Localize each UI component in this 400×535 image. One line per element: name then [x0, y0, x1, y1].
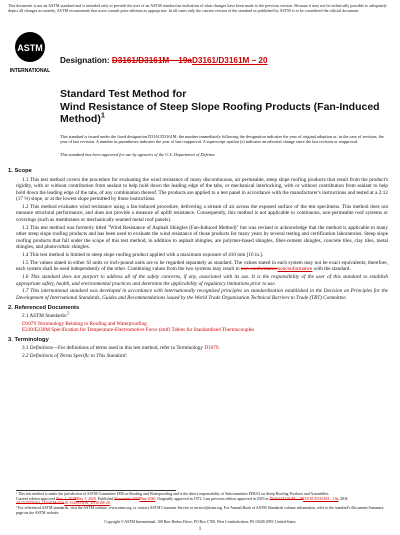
paragraph-2-1-text: 2.1 ASTM Standards: [22, 313, 68, 320]
title-line-2: Wind Resistance of Steep Slope Roofing Products (Fan-Induced Method) [60, 100, 380, 125]
paragraph-2-1 [16, 313, 388, 320]
doi-label: . DOI: [338, 496, 349, 501]
inserted-word: nonconformance [277, 266, 313, 273]
document-title [60, 88, 390, 126]
footnote-2: ² For referenced ASTM standards, visit the ASTM website, www.astm.org, or contact ASTM Customer Service at service@astm.org. For Annual Book of ASTM Standards volume information, refer to the standard's Document Summary page on the ASTM website. [16, 506, 384, 515]
inserted-date: May 1, 2020 [76, 496, 96, 501]
approved-note: This standard has been approved for use by agencies of the U.S. Department of Defense. [60, 152, 216, 157]
title-footnote-mark: 1 [100, 110, 105, 120]
footnote-mark-2: 2 [67, 311, 69, 316]
paragraph-3-1-num: 3.1 [22, 345, 30, 352]
redline-notice: This document is not an ASTM standard and is intended only to provide the user of an ASTM standard an indication of what changes have been made to the previous version. Because it may not be technically possible to adequately depict all changes accurately, ASTM recommends that users consult prior editions as appropriate. In all cases only the current version of the standard as published by ASTM is to be considered the official document. [8, 3, 387, 13]
paragraph-3-2: 3.2 Definitions of Terms Specific to This Standard: [22, 353, 128, 360]
previous-edition-text: . Originally approved in 1972. Last previous edition approved in 2019 as [155, 496, 270, 501]
page-number: 1 [198, 527, 202, 532]
edition-text: Current edition approved [16, 496, 57, 501]
footnotes [16, 492, 388, 516]
paragraph-1-7: 1.7 This international standard was developed in accordance with internationally recognized principles on standardization established in the Decision on Principles for the Development of International Standards, Guides and Recommendations issued by the World Trade Organization Technical Barriers to Trade (TBT) Committee. [16, 288, 388, 301]
astm-logo-icon [10, 30, 50, 76]
published-text: . Published [95, 496, 115, 501]
paragraph-1-5-end: with the standard. [312, 266, 351, 273]
paragraph-3-1-term: Definitions [29, 345, 53, 352]
designation-new: D3161/D3161M – 20 [191, 56, 268, 65]
paragraph-1-4: 1.4 This test method is limited to steep slope roofing product applied with a maximum exposure of 410 mm [16 in.]. [22, 252, 264, 259]
inserted-doi: 10.1520/D3161_D3161M-20 [64, 501, 110, 506]
paragraph-3-1-text: —For definitions of terms used in this test method, refer to Terminology [52, 345, 205, 352]
deleted-previous: D3161/D3161M – 19 [269, 496, 304, 501]
inserted-previous: D3161/D3161M – 19a [303, 496, 339, 501]
designation-prefix: Designation: [60, 56, 112, 65]
deleted-word: non-conformance [240, 266, 278, 273]
reference-title-e230: Specification for Temperature-Electromotive Force (emf) Tables for Standardized Thermocouples [49, 327, 255, 334]
reference-link-e230[interactable]: E230/E230M [22, 327, 50, 334]
deleted-published: November 2019 [114, 496, 140, 501]
paragraph-1-5 [16, 260, 388, 273]
paragraph-1-3: 1.3 This test method was formerly titled "Wind Resistance of Asphalt Shingles (Fan-Induced Method)" but was revised to acknowledge that the method is applicable to many other steep slope roofing products and has been used to evaluate the wind resistance of those products for many years by several testing and certification laboratories. Steep slope roofing products that fall under the scope of this test method, in addition to asphalt shingles, are polymer-based shingles, fiber-cement shingles, concrete tiles, clay tiles, metal shingles, and photovoltaic shingles. [16, 224, 388, 251]
paragraph-1-6: 1.6 This standard does not purport to address all of the safety concerns, if any, associated with its use. It is the responsibility of the user of this standard to establish appropriate safety, health, and environmental practices and determine the applicability of regulatory limitations prior to use. [16, 274, 388, 287]
footnote-divider [16, 490, 176, 491]
svg-text:INTERNATIONAL: INTERNATIONAL [10, 68, 50, 74]
deleted-doi: 10.1520/D3161_D3161M-19A [16, 501, 65, 506]
paragraph-3-1-end: . [218, 345, 220, 352]
svg-text:ASTM: ASTM [17, 43, 43, 53]
inserted-published: May 2020 [139, 496, 156, 501]
section-heading-scope: 1. Scope [8, 168, 32, 174]
deleted-date: Nov. 1, 2019 [56, 496, 77, 501]
document-body [8, 165, 388, 361]
paragraph-3-1 [16, 345, 388, 352]
paragraph-1-1: 1.1 This test method covers the procedure for evaluating the wind resistance of many discontinuous, air permeable, steep slope roofing products that result from the product's rigidity, with or without contribution from sealant to help hold down the leading edge of the tabs, or mechanical interlocking, with or without contribution from sealant to help hold down the leading edge of the tabs, of any combination thereof. The products are applied to a test panel in accordance with the manufacturer's instructions and tested at a 2:12 (17 ⅓) slope, or at the lowest slope permitted by those instructions. [16, 176, 388, 203]
reference-link-d1079-inline[interactable]: D1079 [204, 345, 219, 352]
copyright-line: Copyright © ASTM International, 100 Barr Harbor Drive, PO Box C700, West Conshohocken, PA 19428-2959. United States [104, 520, 296, 524]
designation [60, 56, 268, 65]
section-heading-referenced: 2. Referenced Documents [8, 304, 80, 311]
footnote-1-edition [16, 497, 388, 506]
reference-item-e230[interactable] [22, 327, 388, 334]
footnote-1: ¹ This test method is under the jurisdiction of ASTM Committee D08 on Roofing and Waterproofing and is the direct responsibility of Subcommittee D08.02 on Steep Roofing Products and Assemblies. [16, 492, 330, 496]
reference-link-d1079[interactable]: D1079 [22, 320, 37, 327]
doi-end: . [109, 501, 111, 506]
title-line-1: Standard Test Method for [60, 88, 187, 100]
paragraph-1-2: 1.2 This method evaluates wind resistance using a fan-induced procedure, delivering a stream of air across the exposed surface of the test specimens. This method does not measure structural performance, and does not provide a measure of uplift resistance. Consequently, this method is not applicable to continuous, non-permeable roof systems or coverings (such as membranes or mechanically seamed metal roof panels). [16, 203, 388, 224]
issued-note: This standard is issued under the fixed designation D3161/D3161M; the number immediately following the designation indicates the year of original adoption or, in the case of revision, the year of last revision. A number in parentheses indicates the year of last reapproval. A superscript epsilon (ε) indicates an editorial change since the last revision or reapproval. [60, 134, 384, 145]
paragraph-1-5-text: 1.5 The values stated in either SI units or inch-pound units are to be regarded separately as standard. The values stated in each system may not be exact equivalents; therefore, each system shall be used independently of the other. Combining values from the two systems may result in [16, 259, 388, 273]
designation-old: D3161/D3161M – 19a [111, 56, 192, 65]
reference-title-d1079: Terminology Relating to Roofing and Waterproofing [36, 320, 147, 327]
section-heading-terminology: 3. Terminology [8, 336, 49, 343]
